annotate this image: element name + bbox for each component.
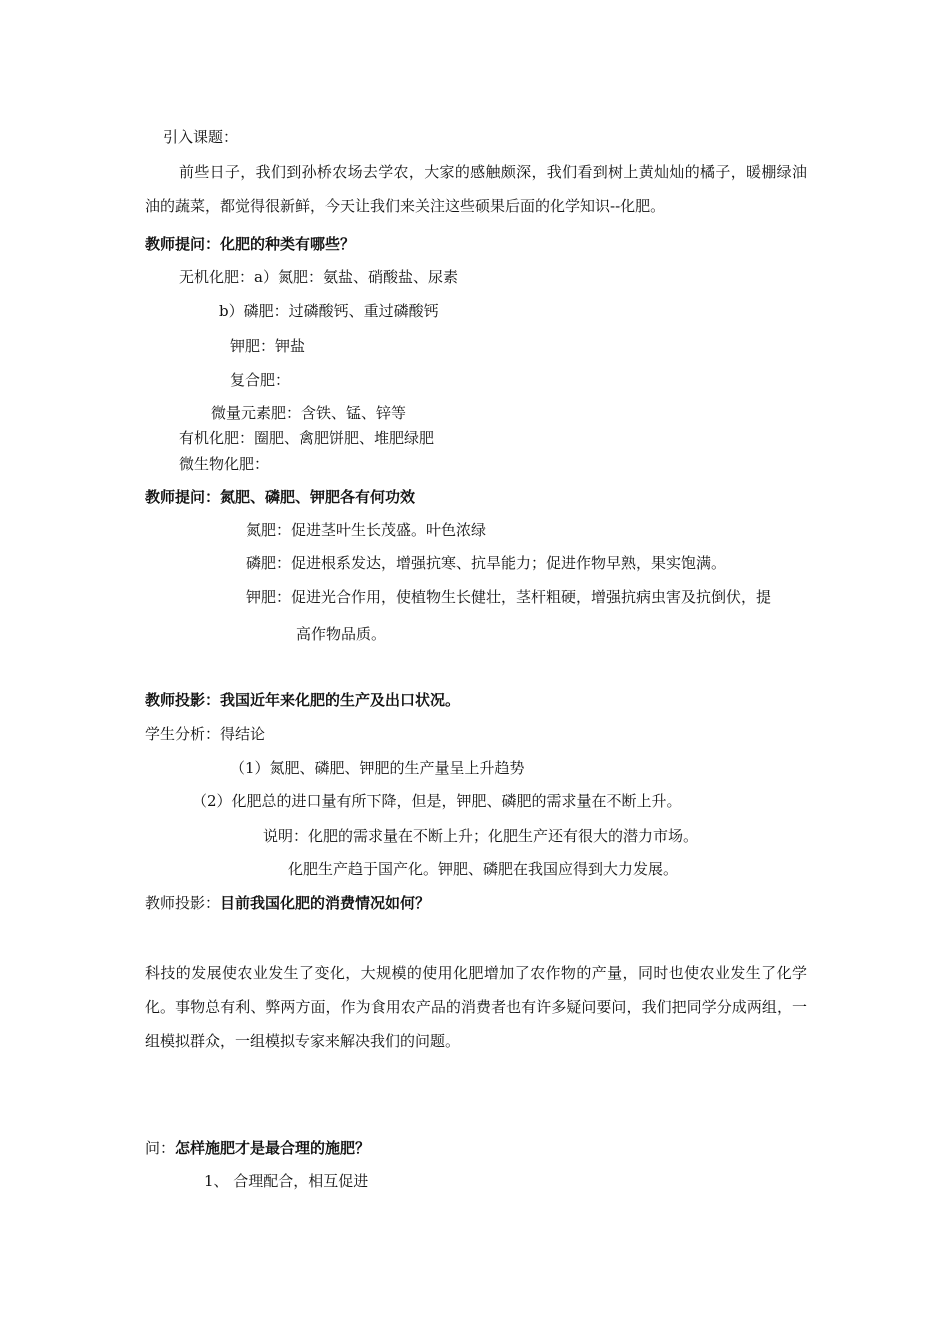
projection-1-title: 我国近年来化肥的生产及出口状况。: [220, 691, 461, 709]
compound-fertilizer: 复合肥：: [230, 371, 291, 389]
projection-2-label: 教师投影：: [145, 894, 221, 912]
conclusion-1: （1）氮肥、磷肥、钾肥的生产量呈上升趋势: [230, 759, 525, 777]
projection-2-title: 目前我国化肥的消费情况如何？: [220, 894, 431, 912]
trace-element-fertilizer: 微量元素肥：含铁、锰、锌等: [211, 404, 407, 422]
question-3: [145, 1138, 370, 1158]
organic-fertilizer: 有机化肥：圈肥、禽肥饼肥、堆肥绿肥: [179, 429, 435, 447]
inorganic-fertilizer: 无机化肥：a）氮肥：氨盐、硝酸盐、尿素: [179, 268, 458, 286]
intro-paragraph: 前些日子，我们到孙桥农场去学农，大家的感触颇深，我们看到树上黄灿灿的橘子，暖棚绿油油的蔬菜，都觉得很新鲜，今天让我们来关注这些硕果后面的化学知识--化肥。: [145, 163, 807, 215]
projection-2: [145, 893, 430, 913]
explanation-2: 化肥生产趋于国产化。钾肥、磷肥在我国应得到大力发展。: [288, 860, 679, 878]
answer-item-1: 1、 合理配合，相互促进: [204, 1172, 369, 1190]
student-analysis: 学生分析：得结论: [145, 725, 266, 743]
projection-1: [145, 690, 460, 710]
explanation-1: 说明：化肥的需求量在不断上升；化肥生产还有很大的潜力市场。: [263, 827, 699, 845]
potassium-effect-cont: 高作物品质。: [296, 625, 387, 643]
conclusion-2: （2）化肥总的进口量有所下降，但是，钾肥、磷肥的需求量在不断上升。: [192, 792, 682, 810]
microbial-fertilizer: 微生物化肥：: [179, 455, 270, 473]
question-2-label: 教师提问：: [145, 488, 221, 506]
projection-1-label: 教师投影：: [145, 691, 221, 709]
question-1-label: 教师提问：: [145, 235, 221, 253]
question-2: [145, 487, 415, 507]
question-3-label: 问：: [145, 1139, 176, 1157]
question-1: [145, 234, 355, 254]
discussion-paragraph: 科技的发展使农业发生了变化，大规模的使用化肥增加了农作物的产量，同时也使农业发生了化学化。事物总有利、弊两方面，作为食用农产品的消费者也有许多疑问要问，我们把同学分成两组，一组模拟群众，一组模拟专家来解决我们的问题。: [145, 964, 807, 1050]
phosphorus-effect: 磷肥：促进根系发达，增强抗寒、抗旱能力；促进作物早熟，果实饱满。: [246, 554, 727, 572]
phosphate-fertilizer: b）磷肥：过磷酸钙、重过磷酸钙: [219, 302, 439, 320]
potassium-effect: 钾肥：促进光合作用，使植物生长健壮，茎杆粗硬，增强抗病虫害及抗倒伏，提: [246, 588, 772, 606]
question-1-text: 化肥的种类有哪些？: [220, 235, 356, 253]
intro-heading: 引入课题：: [163, 128, 239, 146]
question-3-text: 怎样施肥才是最合理的施肥？: [175, 1139, 371, 1157]
potash-fertilizer: 钾肥：钾盐: [230, 337, 306, 355]
nitrogen-effect: 氮肥：促进茎叶生长茂盛。叶色浓绿: [246, 521, 487, 539]
question-2-text: 氮肥、磷肥、钾肥各有何功效: [220, 488, 416, 506]
